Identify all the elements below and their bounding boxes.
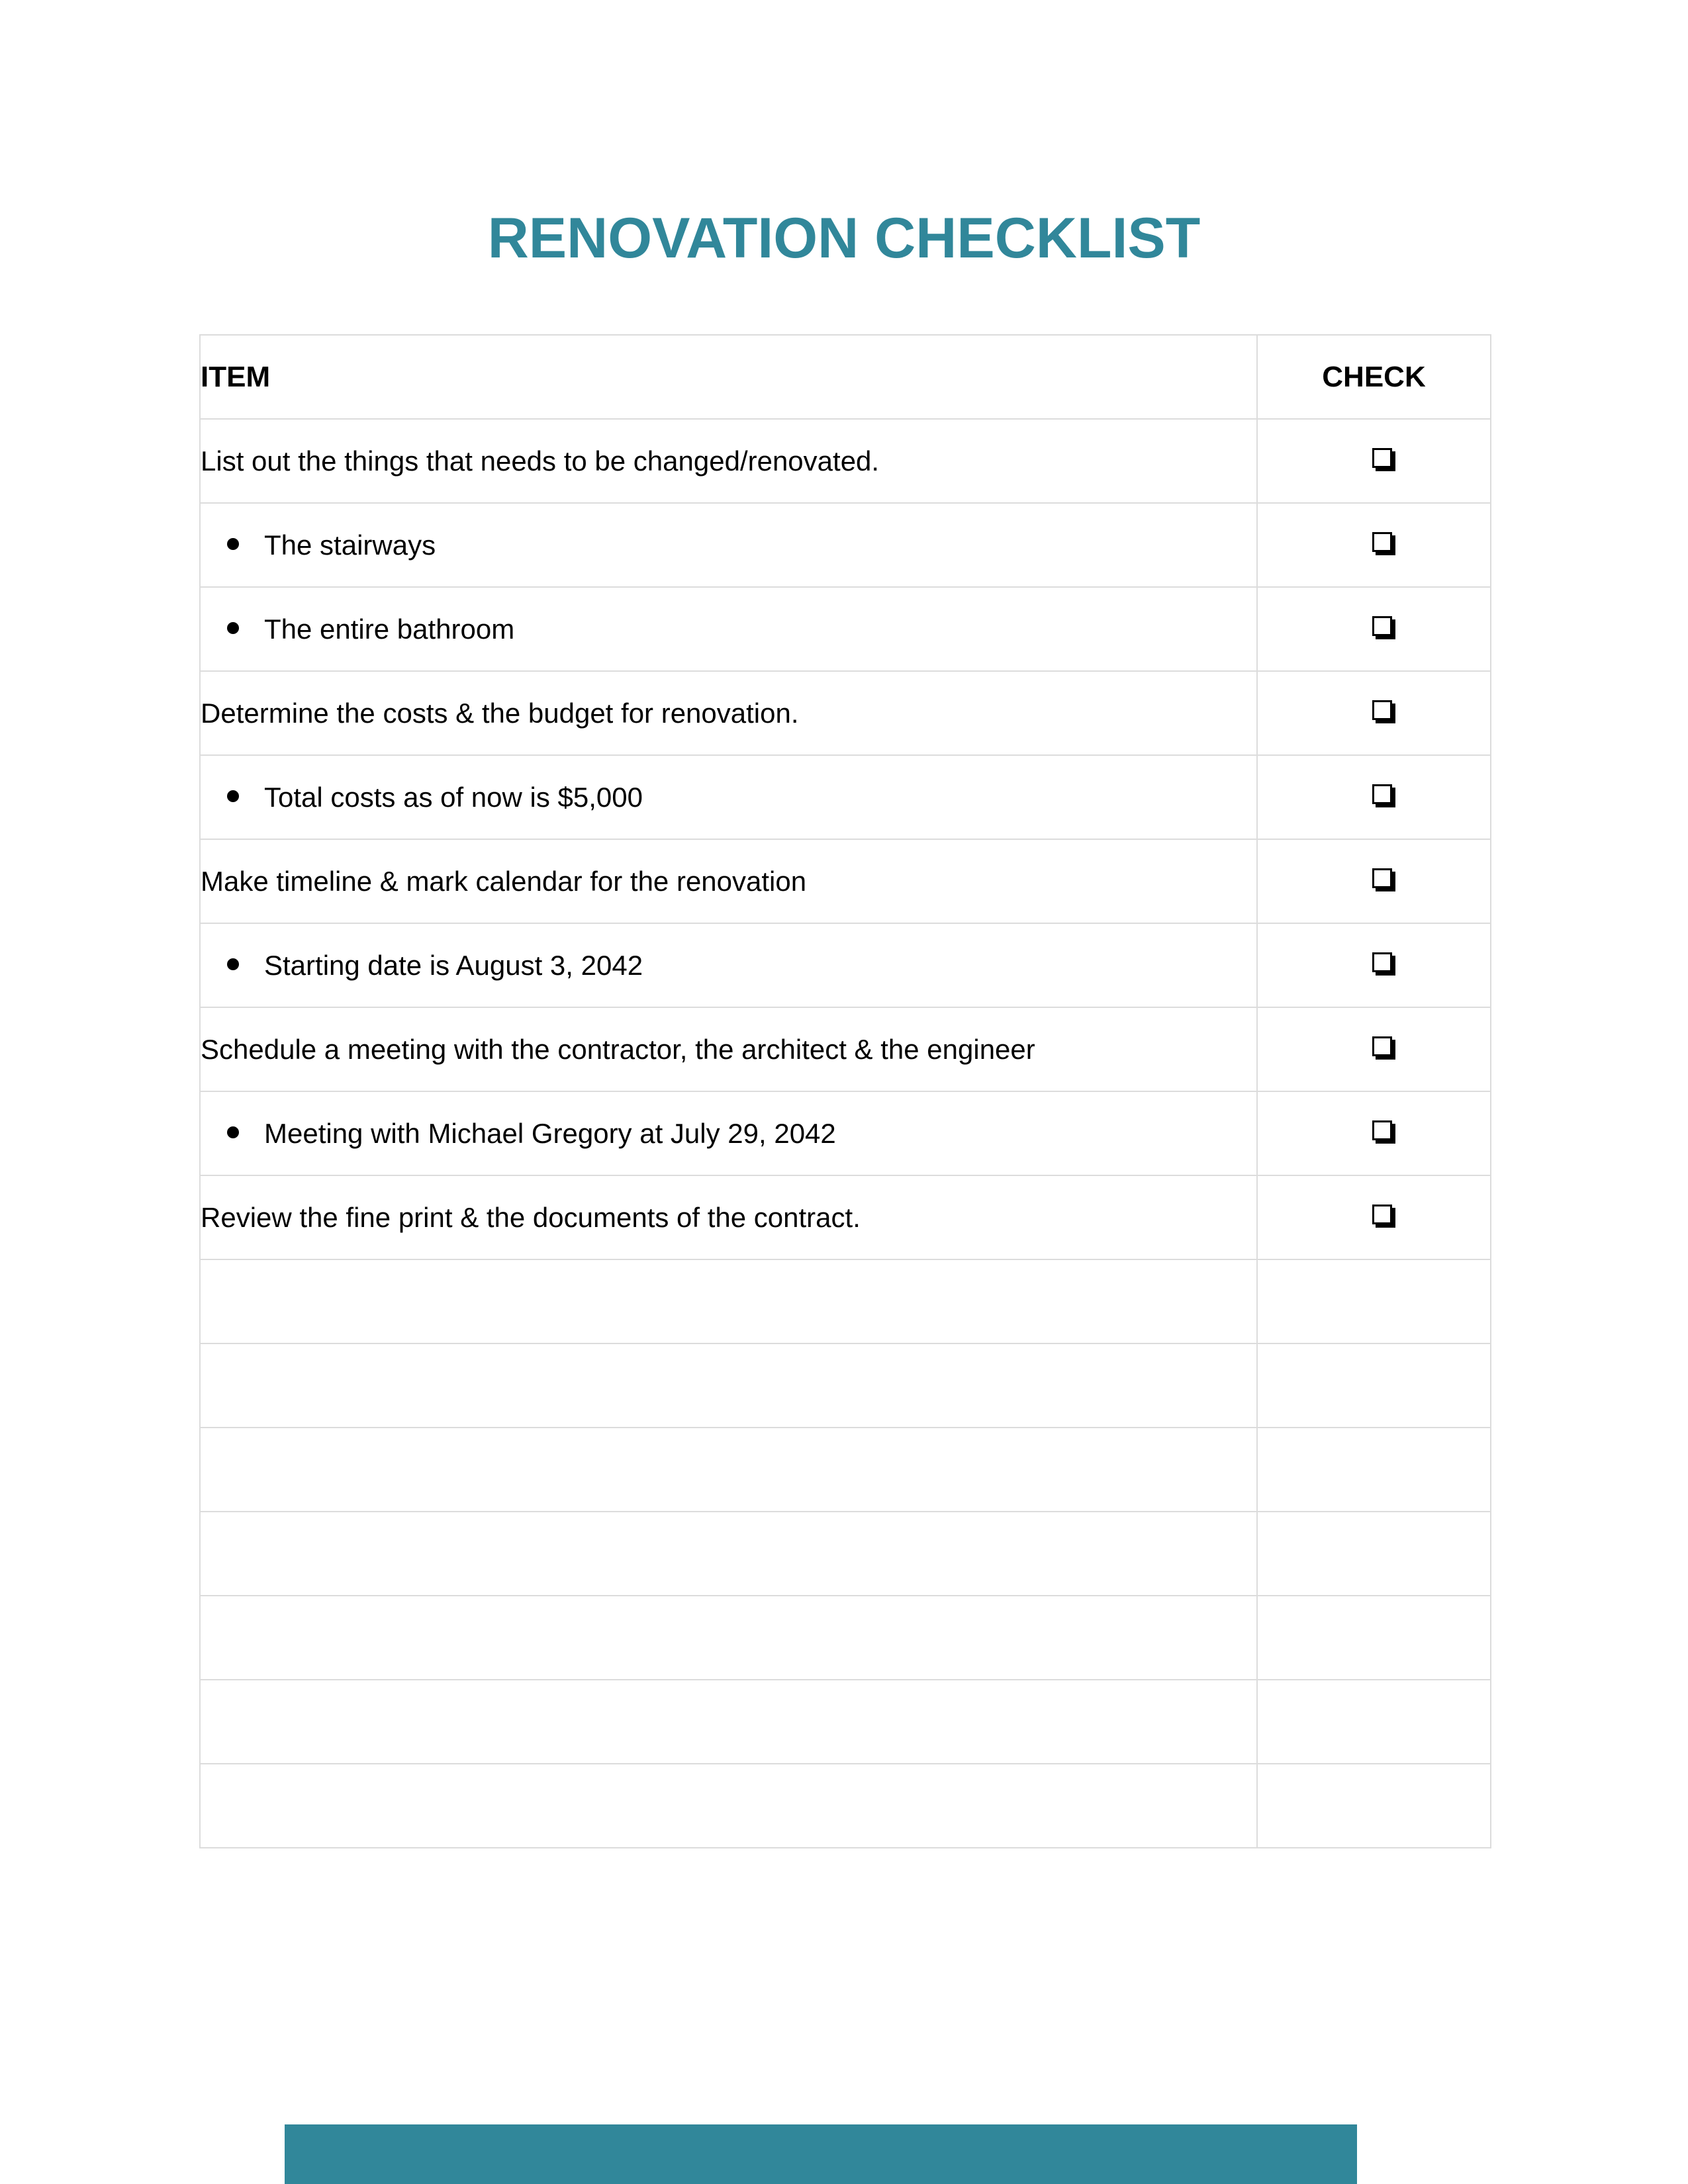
empty-table-row bbox=[200, 1428, 1491, 1512]
checklist-table bbox=[199, 334, 1491, 1848]
checkbox-icon[interactable] bbox=[1372, 616, 1392, 636]
empty-table-row bbox=[200, 1596, 1491, 1680]
empty-item-cell[interactable] bbox=[200, 1428, 1257, 1512]
empty-table-row bbox=[200, 1512, 1491, 1596]
checklist-item-cell bbox=[200, 503, 1257, 587]
checklist-item-cell bbox=[200, 839, 1257, 923]
checklist-check-cell bbox=[1257, 419, 1491, 503]
table-row bbox=[200, 923, 1491, 1007]
checklist-item-text: Make timeline & mark calendar for the renovation bbox=[201, 865, 807, 897]
table-row bbox=[200, 1175, 1491, 1259]
column-header-check: CHECK bbox=[1257, 335, 1491, 419]
table-row bbox=[200, 587, 1491, 671]
empty-item-cell[interactable] bbox=[200, 1343, 1257, 1428]
empty-table-row bbox=[200, 1680, 1491, 1764]
checklist-item-text: Schedule a meeting with the contractor, the architect & the engineer bbox=[201, 1033, 1035, 1065]
empty-check-cell[interactable] bbox=[1257, 1764, 1491, 1848]
table-header-row bbox=[200, 335, 1491, 419]
checkbox-icon[interactable] bbox=[1372, 1036, 1392, 1056]
empty-item-cell[interactable] bbox=[200, 1596, 1257, 1680]
checklist-item-text: The stairways bbox=[264, 529, 436, 561]
checklist-item-text: Determine the costs & the budget for renovation. bbox=[201, 697, 799, 729]
empty-check-cell[interactable] bbox=[1257, 1680, 1491, 1764]
empty-check-cell[interactable] bbox=[1257, 1512, 1491, 1596]
checklist-check-cell bbox=[1257, 503, 1491, 587]
checkbox-icon[interactable] bbox=[1372, 448, 1392, 468]
page-title: RENOVATION CHECKLIST bbox=[487, 206, 1201, 270]
checklist-check-cell bbox=[1257, 839, 1491, 923]
empty-item-cell[interactable] bbox=[200, 1764, 1257, 1848]
checklist-item-cell bbox=[200, 923, 1257, 1007]
bullet-icon bbox=[227, 1126, 239, 1138]
column-header-item: ITEM bbox=[200, 335, 1257, 419]
checklist-item-cell bbox=[200, 1007, 1257, 1091]
empty-table-row bbox=[200, 1343, 1491, 1428]
table-row bbox=[200, 1091, 1491, 1175]
table-row bbox=[200, 419, 1491, 503]
checklist-item-text: Total costs as of now is $5,000 bbox=[264, 781, 643, 813]
empty-check-cell[interactable] bbox=[1257, 1259, 1491, 1343]
checklist-item-cell bbox=[200, 419, 1257, 503]
checklist-check-cell bbox=[1257, 587, 1491, 671]
checklist-check-cell bbox=[1257, 923, 1491, 1007]
checklist-item-cell bbox=[200, 1091, 1257, 1175]
empty-check-cell[interactable] bbox=[1257, 1343, 1491, 1428]
table-row bbox=[200, 1007, 1491, 1091]
empty-table-row bbox=[200, 1259, 1491, 1343]
table-row bbox=[200, 503, 1491, 587]
checklist-check-cell bbox=[1257, 1007, 1491, 1091]
bullet-icon bbox=[227, 538, 239, 550]
table-row bbox=[200, 671, 1491, 755]
checkbox-icon[interactable] bbox=[1372, 532, 1392, 552]
footer-accent-bar bbox=[285, 2124, 1357, 2184]
checklist-item-text: Review the fine print & the documents of the contract. bbox=[201, 1201, 861, 1233]
empty-check-cell[interactable] bbox=[1257, 1596, 1491, 1680]
empty-item-cell[interactable] bbox=[200, 1512, 1257, 1596]
checklist-check-cell bbox=[1257, 671, 1491, 755]
empty-item-cell[interactable] bbox=[200, 1259, 1257, 1343]
table-body bbox=[200, 419, 1491, 1848]
checklist-item-text: Meeting with Michael Gregory at July 29, 2042 bbox=[264, 1117, 836, 1149]
bullet-icon bbox=[227, 958, 239, 970]
checklist-item-cell bbox=[200, 755, 1257, 839]
checklist-item-cell bbox=[200, 587, 1257, 671]
bullet-icon bbox=[227, 790, 239, 802]
checkbox-icon[interactable] bbox=[1372, 784, 1392, 804]
bullet-icon bbox=[227, 622, 239, 634]
checklist-check-cell bbox=[1257, 755, 1491, 839]
checklist-item-cell bbox=[200, 671, 1257, 755]
empty-item-cell[interactable] bbox=[200, 1680, 1257, 1764]
checkbox-icon[interactable] bbox=[1372, 952, 1392, 972]
checklist-item-text: Starting date is August 3, 2042 bbox=[264, 949, 643, 981]
table-row bbox=[200, 755, 1491, 839]
checklist-item-text: The entire bathroom bbox=[264, 613, 515, 645]
checkbox-icon[interactable] bbox=[1372, 1120, 1392, 1140]
checklist-check-cell bbox=[1257, 1091, 1491, 1175]
checkbox-icon[interactable] bbox=[1372, 700, 1392, 720]
checklist-item-cell bbox=[200, 1175, 1257, 1259]
empty-check-cell[interactable] bbox=[1257, 1428, 1491, 1512]
table-row bbox=[200, 839, 1491, 923]
checklist-item-text: List out the things that needs to be changed/renovated. bbox=[201, 445, 880, 477]
checkbox-icon[interactable] bbox=[1372, 868, 1392, 888]
empty-table-row bbox=[200, 1764, 1491, 1848]
checklist-table-container bbox=[199, 334, 1490, 1848]
checklist-check-cell bbox=[1257, 1175, 1491, 1259]
checkbox-icon[interactable] bbox=[1372, 1205, 1392, 1224]
